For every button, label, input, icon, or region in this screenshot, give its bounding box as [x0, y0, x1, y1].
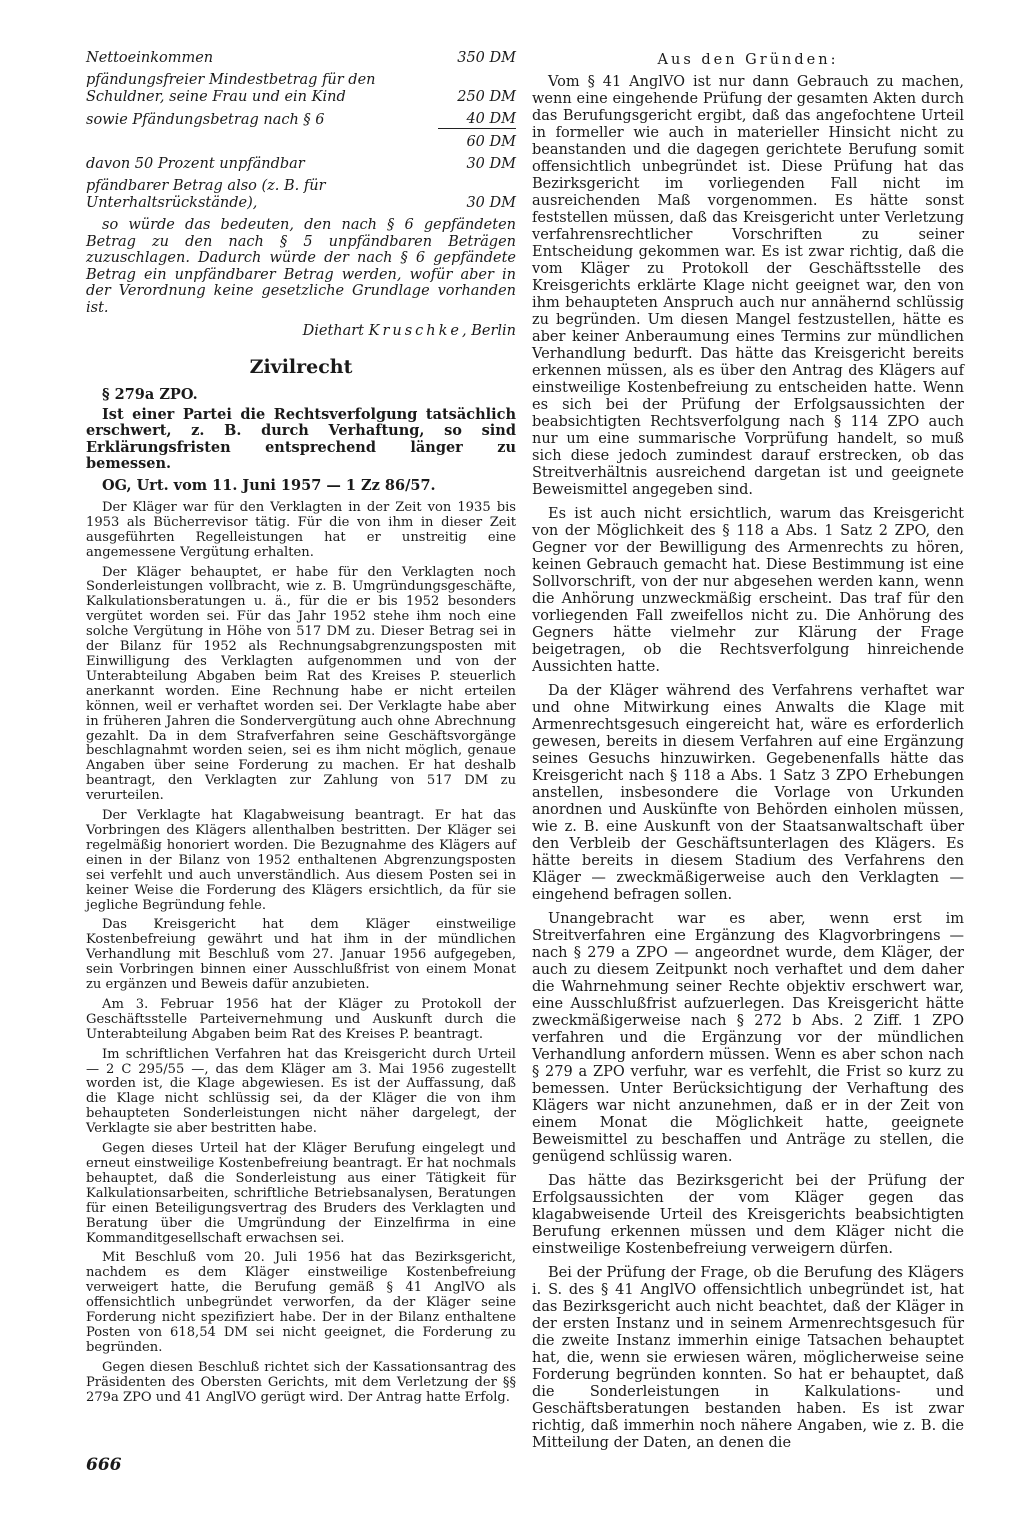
author-first-name: Diethart — [302, 322, 365, 339]
author-city: , Berlin — [462, 322, 516, 339]
calculation-label: Nettoeinkommen — [86, 50, 214, 66]
paragraph: Der Kläger war für den Verklagten in der Zeit von 1935 bis 1953 als Bücherrevisor tätig. Für die von ihm in dieser Zeit ausgeführten Regelleistungen hat er unstreitig eine angemessene Vergütung erhalten. — [86, 499, 516, 560]
calculation-amount: 250 DM — [457, 89, 516, 105]
paragraph: Am 3. Februar 1956 hat der Kläger zu Protokoll der Geschäftsstelle Parteivernehmung und Auskunft durch die Unterabteilung Abgaben beim Rat des Kreises P. beantragt. — [86, 996, 516, 1042]
calculation-row — [86, 134, 516, 151]
paragraph: Unangebracht war es aber, wenn erst im Streitverfahren eine Ergänzung des Klagvorbringens — nach § 279 a ZPO — angeordnet wurde, dem Kläger, der auch zu diesem Zeitpunkt noch verhaftet und dem daher die Wahrnehmung seiner Rechte objektiv erschwert war, eine Ausschlußfrist aufzuerlegen. Das Kreisgericht hätte zweckmäßigerweise nach § 272 b Abs. 2 Ziff. 1 ZPO verfahren und die Ergänzung vor der mündlichen Verhandlung anfordern müssen. Wenn es aber schon nach § 279 a ZPO verfuhr, war es verfehlt, die Frist so kurz zu bemessen. Unter Berücksichtigung der Verhaftung des Klägers war nicht anzunehmen, daß er in der Zeit von einem Monat die Möglichkeit hatte, geeignete Beweismittel zu beschaffen und Anträge zu stellen, die genügend schlüssig waren. — [532, 911, 964, 1165]
paragraph: Vom § 41 AnglVO ist nur dann Gebrauch zu machen, wenn eine eingehende Prüfung der gesamten Akten durch das Berufungsgericht ergibt, daß das angefochtene Urteil in formeller wie auch in materieller Hinsicht nicht zu beanstanden und die dagegen gerichtete Berufung somit offensichtlich unbegründet ist. Diese Prüfung hat das Bezirksgericht im vorliegenden Fall nicht im ausreichenden Maß vorgenommen. Es hätte sonst feststellen müssen, daß das Kreisgericht unter Verletzung verfahrensrechtlicher Vorschriften zu seiner Entscheidung gekommen war. Es ist zwar richtig, daß die vom Kläger zu Protokoll der Geschäftsstelle des Kreisgerichts erklärte Klage nicht geeignet war, den von ihm behaupteten Anspruch auch nur annähernd schlüssig zu begründen. Um diesen Mangel festzustellen, hätte es aber keiner Anberaumung eines Termins zur mündlichen Verhandlung bedurft. Das hätte das Kreisgericht bereits erkennen müssen, als es über den Antrag des Klägers auf einstweilige Kostenbefreiung zu entscheiden hatte. Wenn es sich bei der Prüfung der Erfolgsaussichten der beabsichtigten Rechtsverfolgung nach § 114 ZPO auch nur um eine summarische Vorprüfung handelt, so muß sich diese jedoch zumindest darauf erstrecken, ob das Streitverhältnis ausreichend dargetan ist und geeignete Beweismittel angegeben sind. — [532, 74, 964, 498]
author-signature — [86, 323, 516, 339]
calculation-amount: 350 DM — [457, 50, 516, 66]
calculation-amount: 30 DM — [466, 195, 516, 211]
headnote: Ist einer Partei die Rechtsverfolgung tatsächlich erschwert, z. B. durch Verhaftung, so sind Erklärungsfristen entsprechend länger zu bemessen. — [86, 405, 516, 473]
paragraph: Der Kläger behauptet, er habe für den Verklagten noch Sonderleistungen vollbracht, wie z. B. Umgründungsgeschäfte, Kalkulationsberatungen u. ä., für die er bis 1952 besonders vergütet worden sei. Für das Jahr 1952 stehe ihm noch eine solche Vergütung in Höhe von 517 DM zu. Dieser Betrag sei in der Bilanz für 1952 als Rechnungsabgrenzungsposten mit Einwilligung des Verklagten aufgenommen und von der Unterabteilung Abgaben beim Rat des Kreises P. steuerlich anerkannt worden. Eine Rechnung habe er nicht erteilen können, weil er verhaftet worden sei. Der Verklagte habe aber in früheren Jahren die Sondervergütung auch ohne Abrechnung gezahlt. Da in dem Strafverfahren seine Geschäftsvorgänge beschlagnahmt worden seien, sei es ihm nicht möglich, genaue Angaben über seine Forderung zu machen. Er hat deshalb beantragt, den Verklagten zur Zahlung von 517 DM zu verurteilen. — [86, 564, 516, 804]
calculation-label: pfändbarer Betrag also (z. B. für Unterhaltsrückstände), — [86, 178, 326, 211]
reasons-heading: Aus den Gründen: — [657, 52, 839, 68]
paragraph: Da der Kläger während des Verfahrens verhaftet war und ohne Mitwirkung eines Anwalts die Klage mit Armenrechtsgesuch eingereicht hat, wäre es erforderlich gewesen, bereits in diesem Verfahren auf eine Ergänzung seines Gesuchs hinzuwirken. Gegebenenfalls hätte das Kreisgericht nach § 118 a Abs. 1 Satz 3 ZPO Erhebungen anstellen, insbesondere die Vorlage von Urkunden anordnen und Auskünfte von Behörden einholen müssen, wie z. B. eine Auskunft von der Staatsanwaltschaft über den Verbleib der Geschäftsunterlagen des Klägers. Es hätte bereits in diesem Stadium des Verfahrens den Kläger — zweckmäßigerweise auch den Verklagten — eingehend befragen sollen. — [532, 683, 964, 903]
paragraph: Bei der Prüfung der Frage, ob die Berufung des Klägers i. S. des § 41 AnglVO offensichtlich unbegründet ist, hat das Bezirksgericht auch nicht beachtet, daß der Kläger in der ersten Instanz und in seinem Armenrechtsgesuch für die zweite Instanz immerhin einige Tatsachen behauptet hat, die, wenn sie erwiesen wären, möglicherweise seine Forderung begründen konnten. So hat er behauptet, daß die Sonderleistungen in Kalkulations- und Geschäftsberatungen bestanden haben. Es ist zwar richtig, daß immerhin noch nähere Angaben, wie z. B. die Mitteilung der Daten, an denen die — [532, 1265, 964, 1451]
calculation-table — [86, 50, 516, 212]
law-reference: § 279a ZPO. — [102, 385, 198, 403]
paragraph: Gegen dieses Urteil hat der Kläger Berufung eingelegt und erneut einstweilige Kostenbefreiung beantragt. Er hat nochmals behauptet, daß die Sonderleistung aus einer Tätigkeit für Kalkulationsarbeiten, schriftliche Betriebsanalysen, Beratungen für einen Beteiligungsvertrag des Bruders des Verklagten und Beratung über die Umgründung der Einzelfirma in eine Kommanditgesellschaft erwachsen sei. — [86, 1141, 516, 1246]
paragraph: Das Kreisgericht hat dem Kläger einstweilige Kostenbefreiung gewährt und hat ihm in der mündlichen Verhandlung mit Beschluß vom 27. Januar 1956 aufgegeben, sein Vorbringen binnen einer Ausschlußfrist von einem Monat zu ergänzen und Beweis dafür anzubieten. — [86, 917, 516, 993]
paragraph: Mit Beschluß vom 20. Juli 1956 hat das Bezirksgericht, nachdem es dem Kläger einstweilige Kostenbefreiung verweigert hatte, die Berufung gemäß § 41 AnglVO als offensichtlich unbegründet verworfen, da der Kläger seine Forderung nicht spezifiziert habe. Der in der Bilanz enthaltene Posten von 618,54 DM sei nicht geeignet, die Forderung zu begründen. — [86, 1250, 516, 1355]
decision-reference: OG, Urt. vom 11. Juni 1957 — 1 Zz 86/57. — [102, 476, 436, 494]
calculation-amount: 40 DM — [438, 111, 516, 129]
left-column — [86, 50, 516, 1411]
calculation-row — [86, 156, 516, 173]
calculation-label: sowie Pfändungsbetrag nach § 6 — [86, 112, 325, 128]
author-last-name: Kruschke — [368, 322, 462, 339]
calculation-amount: 60 DM — [466, 134, 516, 150]
paragraph: Gegen diesen Beschluß richtet sich der Kassationsantrag des Präsidenten des Obersten Gerichts, mit dem Verletzung der §§ 279a ZPO und 41 AnglVO gerügt wird. Der Antrag hatte Erfolg. — [86, 1359, 516, 1405]
calculation-row — [86, 50, 516, 67]
calculation-amount: 30 DM — [466, 156, 516, 172]
calculation-label: pfändungsfreier Mindestbetrag für den Schuldner, seine Frau und ein Kind — [86, 72, 376, 105]
calculation-row — [86, 111, 516, 129]
calculation-row — [86, 72, 516, 106]
calculation-note: so würde das bedeuten, den nach § 6 gepfändeten Betrag zu den nach § 5 unpfändbaren Beträgen zuzuschlagen. Dadurch würde der nach § 6 gepfändete Betrag ein unpfändbarer Betrag werden, wofür aber in der Verordnung keine gesetzliche Grundlage vorhanden ist. — [86, 217, 516, 316]
paragraph: Das hätte das Bezirksgericht bei der Prüfung der Erfolgsaussichten der vom Kläger gegen das klagabweisende Urteil des Kreisgerichts beabsichtigten Berufung erkennen müssen und dem Kläger nicht die einstweilige Kostenbefreiung verweigern dürfen. — [532, 1173, 964, 1257]
calculation-row — [86, 178, 516, 212]
right-column — [532, 52, 964, 1459]
paragraph: Im schriftlichen Verfahren hat das Kreisgericht durch Urteil — 2 C 295/55 —, das dem Kläger am 3. Mai 1956 zugestellt worden ist, die Klage abgewiesen. Es ist der Auffassung, daß die Klage nicht schlüssig sei, da der Kläger die von ihm behaupteten Sonderleistungen nicht näher dargelegt, der Verklagte sie aber bestritten habe. — [86, 1046, 516, 1137]
calculation-label: davon 50 Prozent unpfändbar — [86, 156, 305, 172]
paragraph: Der Verklagte hat Klagabweisung beantragt. Er hat das Vorbringen des Klägers allenthalben bestritten. Der Kläger sei regelmäßig honoriert worden. Die Bezugnahme des Klägers auf einen in der Bilanz von 1952 enthaltenen Abgrenzungsposten sei verfehlt und auch unverständlich. Aus diesem Posten sei in keiner Weise die Forderung des Klägers ersichtlich, da für sie jegliche Begründung fehle. — [86, 808, 516, 913]
page-number: 666 — [86, 1455, 122, 1475]
paragraph: Es ist auch nicht ersichtlich, warum das Kreisgericht von der Möglichkeit des § 118 a Abs. 1 Satz 2 ZPO, den Gegner vor der Bewilligung des Armenrechts zu hören, keinen Gebrauch gemacht hat. Diese Bestimmung ist eine Sollvorschrift, von der nur abgesehen werden kann, wenn die Anhörung unzweckmäßig erscheint. Das traf für den vorliegenden Fall zweifellos nicht zu. Die Anhörung des Gegners hätte vielmehr zur Klärung der Frage beigetragen, ob die Rechtsverfolgung hinreichende Aussichten hatte. — [532, 506, 964, 675]
section-title: Zivilrecht — [249, 355, 353, 378]
